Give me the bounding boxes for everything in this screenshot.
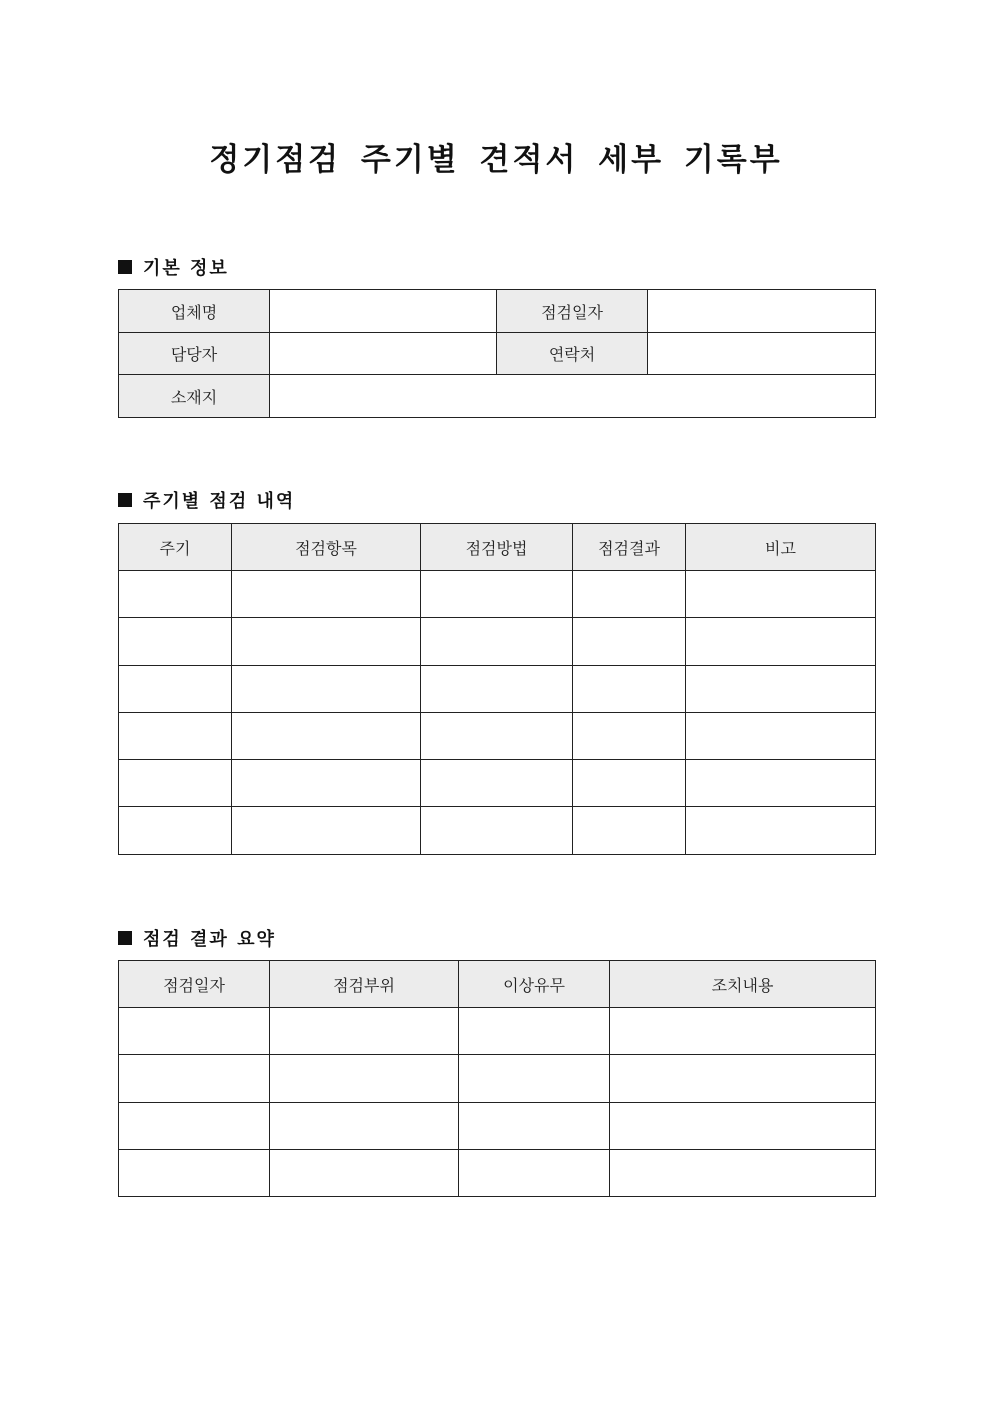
cell-action-taken[interactable] [610, 1103, 876, 1150]
table-header-row [119, 524, 876, 571]
input-location[interactable] [270, 375, 876, 418]
cell-remarks[interactable] [686, 713, 876, 760]
result-summary-table [118, 960, 876, 1197]
table-row [119, 290, 876, 333]
cell-inspection-date[interactable] [119, 1103, 270, 1150]
cell-inspection-item[interactable] [232, 571, 421, 618]
label-contact: 연락처 [497, 333, 648, 375]
square-bullet-icon [118, 493, 132, 507]
label-location: 소재지 [119, 375, 270, 418]
input-inspection-date[interactable] [648, 290, 876, 333]
cell-cycle[interactable] [119, 571, 232, 618]
column-header-remarks: 비고 [686, 524, 876, 571]
cell-remarks[interactable] [686, 807, 876, 855]
cell-abnormality[interactable] [459, 1150, 610, 1197]
cell-cycle[interactable] [119, 618, 232, 666]
section-heading-cycle-inspection [118, 487, 295, 513]
cell-inspection-result[interactable] [573, 713, 686, 760]
cell-inspection-part[interactable] [270, 1055, 459, 1103]
section-heading-result-summary [118, 925, 276, 951]
table-header-row [119, 961, 876, 1008]
table-row [119, 666, 876, 713]
cell-inspection-item[interactable] [232, 713, 421, 760]
section-heading-text: 점검 결과 요약 [143, 929, 276, 950]
cell-inspection-part[interactable] [270, 1103, 459, 1150]
cell-remarks[interactable] [686, 666, 876, 713]
column-header-inspection-date: 점검일자 [119, 961, 270, 1008]
table-row [119, 1103, 876, 1150]
column-header-inspection-result: 점검결과 [573, 524, 686, 571]
document-title: 정기점검 주기별 견적서 세부 기록부 [209, 142, 783, 178]
label-manager: 담당자 [119, 333, 270, 375]
cell-inspection-part[interactable] [270, 1150, 459, 1197]
table-row [119, 1008, 876, 1055]
basic-info-table [118, 289, 876, 418]
column-header-abnormality: 이상유무 [459, 961, 610, 1008]
cell-remarks[interactable] [686, 618, 876, 666]
cell-inspection-method[interactable] [421, 666, 573, 713]
table-row [119, 760, 876, 807]
cell-inspection-method[interactable] [421, 618, 573, 666]
cell-inspection-result[interactable] [573, 666, 686, 713]
column-header-inspection-item: 점검항목 [232, 524, 421, 571]
table-row [119, 807, 876, 855]
cell-inspection-item[interactable] [232, 666, 421, 713]
square-bullet-icon [118, 260, 132, 274]
cell-inspection-method[interactable] [421, 713, 573, 760]
cell-abnormality[interactable] [459, 1055, 610, 1103]
section-heading-text: 기본 정보 [143, 258, 229, 279]
cell-inspection-item[interactable] [232, 618, 421, 666]
cell-inspection-method[interactable] [421, 760, 573, 807]
cell-abnormality[interactable] [459, 1103, 610, 1150]
column-header-inspection-method: 점검방법 [421, 524, 573, 571]
cell-cycle[interactable] [119, 713, 232, 760]
table-row [119, 618, 876, 666]
cell-inspection-method[interactable] [421, 571, 573, 618]
cell-inspection-item[interactable] [232, 807, 421, 855]
input-company-name[interactable] [270, 290, 497, 333]
input-manager[interactable] [270, 333, 497, 375]
cell-inspection-part[interactable] [270, 1008, 459, 1055]
cell-inspection-result[interactable] [573, 571, 686, 618]
table-row [119, 333, 876, 375]
column-header-inspection-part: 점검부위 [270, 961, 459, 1008]
column-header-cycle: 주기 [119, 524, 232, 571]
label-company-name: 업체명 [119, 290, 270, 333]
section-heading-text: 주기별 점검 내역 [143, 491, 296, 512]
cell-action-taken[interactable] [610, 1055, 876, 1103]
cell-inspection-result[interactable] [573, 618, 686, 666]
table-row [119, 375, 876, 418]
cell-inspection-result[interactable] [573, 760, 686, 807]
cell-action-taken[interactable] [610, 1008, 876, 1055]
cell-inspection-result[interactable] [573, 807, 686, 855]
table-row [119, 713, 876, 760]
cell-inspection-date[interactable] [119, 1150, 270, 1197]
label-inspection-date: 점검일자 [497, 290, 648, 333]
cell-inspection-item[interactable] [232, 760, 421, 807]
input-contact[interactable] [648, 333, 876, 375]
cell-action-taken[interactable] [610, 1150, 876, 1197]
cell-remarks[interactable] [686, 760, 876, 807]
table-row [119, 1055, 876, 1103]
table-row [119, 571, 876, 618]
section-heading-basic-info [118, 254, 229, 280]
column-header-action-taken: 조치내용 [610, 961, 876, 1008]
square-bullet-icon [118, 931, 132, 945]
cell-remarks[interactable] [686, 571, 876, 618]
cell-inspection-method[interactable] [421, 807, 573, 855]
cell-cycle[interactable] [119, 807, 232, 855]
cell-cycle[interactable] [119, 666, 232, 713]
cell-inspection-date[interactable] [119, 1008, 270, 1055]
cell-abnormality[interactable] [459, 1008, 610, 1055]
cycle-inspection-table [118, 523, 876, 855]
cell-cycle[interactable] [119, 760, 232, 807]
cell-inspection-date[interactable] [119, 1055, 270, 1103]
table-row [119, 1150, 876, 1197]
